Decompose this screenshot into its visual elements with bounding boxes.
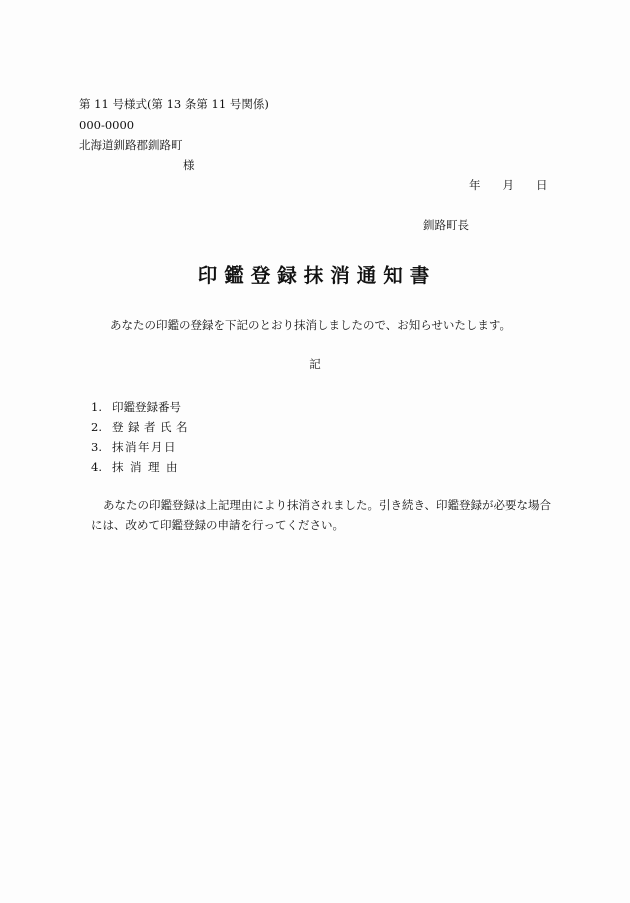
recipient-honorific: 様 [183, 158, 195, 172]
list-item [91, 417, 192, 437]
item-number: 2. [91, 420, 102, 434]
ki-heading: 記 [309, 357, 321, 371]
closing-text: あなたの印鑑登録は上記理由により抹消されました。引き続き、印鑑登録が必要な場合には、改めて印鑑登録の申請を行ってください。 [91, 498, 552, 532]
document-title: 印鑑登録抹消通知書 [197, 264, 437, 287]
intro-text: あなたの印鑑の登録を下記のとおり抹消しましたので、お知らせいたします。 [110, 318, 512, 332]
form-number: 第 11 号様式(第 13 条第 11 号関係) [79, 97, 269, 111]
list-item [91, 397, 192, 417]
recipient-address: 北海道釧路郡釧路町 [79, 138, 183, 152]
list-item [91, 457, 192, 477]
item-label: 登録者氏名 [112, 420, 192, 434]
item-label: 印鑑登録番号 [112, 400, 181, 414]
date-month-label: 月 [502, 178, 514, 192]
date-line [469, 178, 548, 193]
item-label: 抹消理由 [112, 460, 184, 474]
date-year-label: 年 [469, 178, 481, 192]
item-number: 1. [91, 400, 102, 414]
item-number: 4. [91, 460, 102, 474]
item-label: 抹消年月日 [112, 440, 177, 454]
date-day-label: 日 [536, 178, 548, 192]
list-item [91, 437, 192, 457]
sender-name: 釧路町長 [423, 218, 469, 232]
item-list [91, 397, 192, 477]
postal-code: 000-0000 [79, 118, 135, 132]
item-number: 3. [91, 440, 102, 454]
